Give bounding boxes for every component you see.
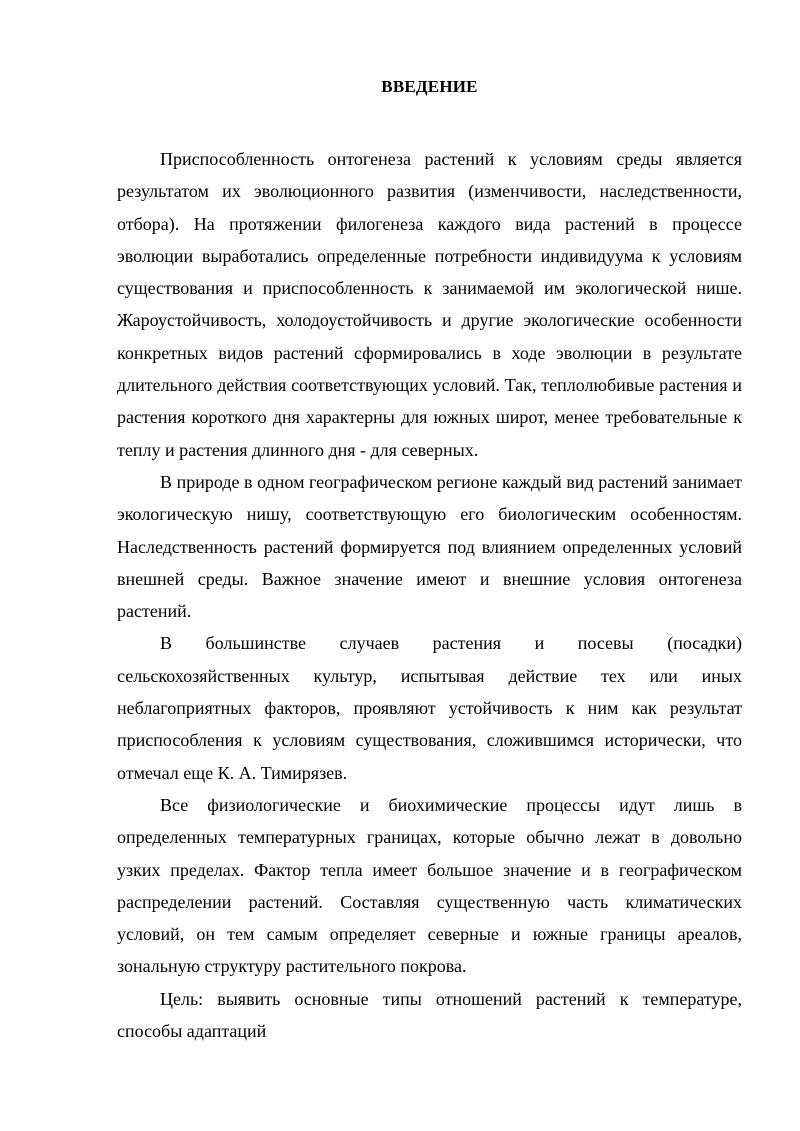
paragraph-intro: Приспособленность онтогенеза растений к условиям среды является результатом их эволюционного развития (изменчивости, наследственности, отбора). На протяжении филогенеза каждого вида растений в процессе эволюции выработались определенные потребности индивидуума к условиям существования и приспособленность к занимаемой им экологической нише. Жароустойчивость, холодоустойчивость и другие экологические особенности конкретных видов растений сформировались в ходе эволюции в результате длительного действия соответствующих условий. Так, теплолюбивые растения и растения короткого дня характерны для южных широт, менее требовательные к теплу и растения длинного дня - для северных. bbox=[117, 149, 742, 460]
paragraph-goal: Цель: выявить основные типы отношений растений к температуре, способы адаптаций bbox=[117, 988, 742, 1042]
page-title: ВВЕДЕНИЕ bbox=[381, 77, 478, 96]
paragraph-temperature: Все физиологические и биохимические процессы идут лишь в определенных температурных границах, которые обычно лежат в довольно узких пределах. Фактор тепла имеет большое значение и в географическом распределении растений. Составляя существенную часть климатических условий, он тем самым определяет северные и южные границы ареалов, зональную структуру растительного покрова. bbox=[117, 794, 742, 977]
paragraph-resistance: В большинстве случаев растения и посевы (посадки) сельскохозяйственных культур, испытывая действие тех или иных неблагоприятных факторов, проявляют устойчивость к ним как результат приспособления к условиям существования, сложившимся исторически, что отмечал еще К. А. Тимирязев. bbox=[117, 633, 742, 783]
paragraph-ecological-niche: В природе в одном географическом регионе каждый вид растений занимает экологическую нишу, соответствующую его биологическим особенностям. Наследственность растений формируется под влиянием определенных условий внешней среды. Важное значение имеют и внешние условия онтогенеза растений. bbox=[117, 471, 742, 622]
